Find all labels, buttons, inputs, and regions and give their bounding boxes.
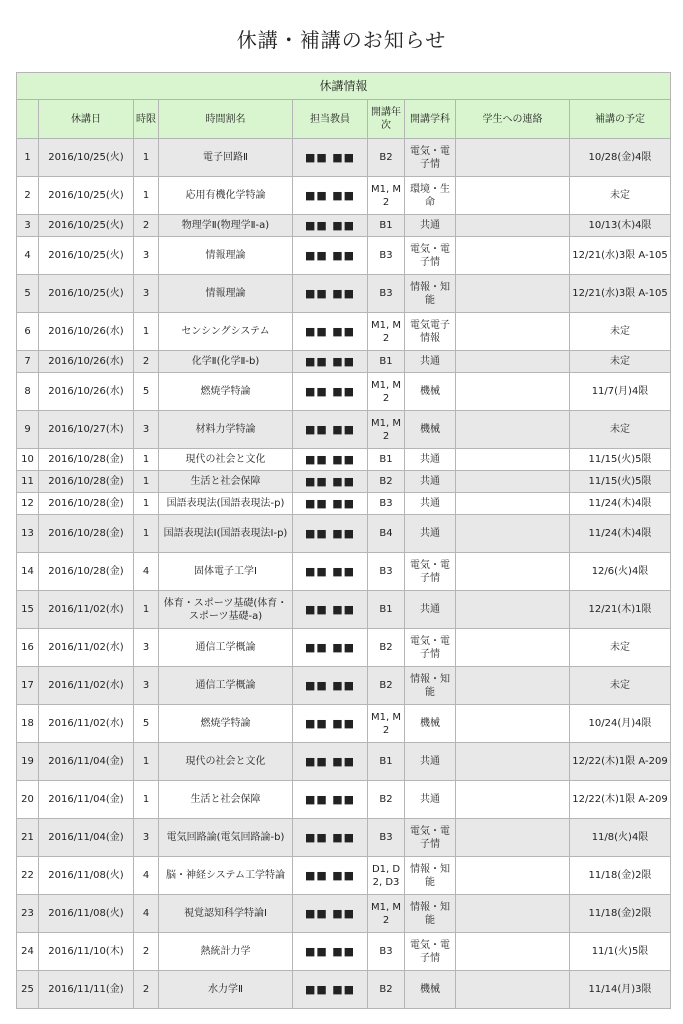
cell-makeup: 10/24(月)4限 (570, 705, 671, 743)
cell-teacher: ■■ ■■ (293, 933, 368, 971)
cell-teacher: ■■ ■■ (293, 971, 368, 1009)
cell-no: 9 (17, 411, 39, 449)
cell-no: 23 (17, 895, 39, 933)
table-row (17, 667, 671, 705)
cell-teacher: ■■ ■■ (293, 215, 368, 237)
cell-date: 2016/11/08(火) (39, 857, 134, 895)
cell-makeup: 12/22(木)1限 A-209 (570, 781, 671, 819)
cell-notice (456, 743, 570, 781)
table-row (17, 139, 671, 177)
cell-year: B2 (368, 971, 405, 1009)
cell-teacher: ■■ ■■ (293, 373, 368, 411)
cell-dept: 電気・電子情 (405, 553, 456, 591)
cell-year: B2 (368, 667, 405, 705)
cell-period: 3 (134, 411, 159, 449)
cell-period: 1 (134, 177, 159, 215)
cell-notice (456, 215, 570, 237)
cell-period: 1 (134, 781, 159, 819)
cell-dept: 情報・知能 (405, 275, 456, 313)
cell-date: 2016/10/28(金) (39, 515, 134, 553)
cell-period: 1 (134, 313, 159, 351)
cell-year: B1 (368, 591, 405, 629)
cell-date: 2016/11/04(金) (39, 743, 134, 781)
cell-date: 2016/11/10(木) (39, 933, 134, 971)
page-title: 休講・補講のお知らせ (236, 28, 447, 52)
cell-dept: 環境・生命 (405, 177, 456, 215)
cell-no: 25 (17, 971, 39, 1009)
cell-course: 情報理論 (159, 237, 293, 275)
table-row (17, 351, 671, 373)
cell-dept: 電気・電子情 (405, 237, 456, 275)
table-row (17, 743, 671, 781)
cell-no: 22 (17, 857, 39, 895)
cell-notice (456, 591, 570, 629)
header-notice: 学生への連絡 (456, 100, 570, 139)
cell-no: 16 (17, 629, 39, 667)
cell-period: 3 (134, 819, 159, 857)
cell-notice (456, 351, 570, 373)
cell-course: 燃焼学特論 (159, 705, 293, 743)
cell-year: B1 (368, 743, 405, 781)
header-course: 時間割名 (159, 100, 293, 139)
header-makeup: 補講の予定 (570, 100, 671, 139)
cell-notice (456, 781, 570, 819)
cell-dept: 共通 (405, 591, 456, 629)
cell-no: 2 (17, 177, 39, 215)
cell-date: 2016/10/27(木) (39, 411, 134, 449)
cell-date: 2016/10/25(火) (39, 275, 134, 313)
cell-teacher: ■■ ■■ (293, 139, 368, 177)
table-row (17, 373, 671, 411)
cell-teacher: ■■ ■■ (293, 515, 368, 553)
cell-makeup: 未定 (570, 351, 671, 373)
cell-dept: 機械 (405, 705, 456, 743)
cell-dept: 共通 (405, 781, 456, 819)
cell-makeup: 11/18(金)2限 (570, 857, 671, 895)
cell-course: 化学Ⅱ(化学Ⅱ-b) (159, 351, 293, 373)
table-row (17, 177, 671, 215)
cell-notice (456, 411, 570, 449)
cell-period: 1 (134, 493, 159, 515)
header-teacher: 担当教員 (293, 100, 368, 139)
cell-notice (456, 933, 570, 971)
table-row (17, 629, 671, 667)
cell-year: B4 (368, 515, 405, 553)
cell-teacher: ■■ ■■ (293, 591, 368, 629)
cell-makeup: 11/24(木)4限 (570, 515, 671, 553)
table-row (17, 275, 671, 313)
cell-makeup: 10/13(木)4限 (570, 215, 671, 237)
cell-date: 2016/11/04(金) (39, 781, 134, 819)
cell-notice (456, 629, 570, 667)
cell-notice (456, 471, 570, 493)
cell-teacher: ■■ ■■ (293, 667, 368, 705)
cell-no: 8 (17, 373, 39, 411)
table-row (17, 313, 671, 351)
cell-date: 2016/10/28(金) (39, 553, 134, 591)
cell-no: 3 (17, 215, 39, 237)
table-row (17, 895, 671, 933)
cell-date: 2016/10/26(水) (39, 373, 134, 411)
cell-teacher: ■■ ■■ (293, 237, 368, 275)
cell-makeup: 未定 (570, 177, 671, 215)
cell-no: 24 (17, 933, 39, 971)
cell-date: 2016/10/28(金) (39, 449, 134, 471)
cell-teacher: ■■ ■■ (293, 629, 368, 667)
cell-year: M1, M2 (368, 895, 405, 933)
cell-no: 1 (17, 139, 39, 177)
header-dept: 開講学科 (405, 100, 456, 139)
cell-no: 20 (17, 781, 39, 819)
cell-date: 2016/11/11(金) (39, 971, 134, 1009)
cell-teacher: ■■ ■■ (293, 471, 368, 493)
cell-course: 熱統計力学 (159, 933, 293, 971)
cell-dept: 共通 (405, 449, 456, 471)
cell-teacher: ■■ ■■ (293, 411, 368, 449)
cell-no: 13 (17, 515, 39, 553)
cell-year: D1, D2, D3 (368, 857, 405, 895)
cell-dept: 電気・電子情 (405, 933, 456, 971)
cell-period: 4 (134, 895, 159, 933)
cell-no: 12 (17, 493, 39, 515)
cell-date: 2016/10/25(火) (39, 177, 134, 215)
cell-course: 燃焼学特論 (159, 373, 293, 411)
cell-teacher: ■■ ■■ (293, 449, 368, 471)
cell-notice (456, 275, 570, 313)
table-row (17, 933, 671, 971)
cell-date: 2016/10/28(金) (39, 471, 134, 493)
cell-date: 2016/10/28(金) (39, 493, 134, 515)
cell-makeup: 12/21(水)3限 A-105 (570, 237, 671, 275)
cell-course: 応用有機化学特論 (159, 177, 293, 215)
cell-date: 2016/11/02(水) (39, 705, 134, 743)
cell-makeup: 11/24(木)4限 (570, 493, 671, 515)
cell-year: M1, M2 (368, 705, 405, 743)
cell-notice (456, 705, 570, 743)
cell-dept: 共通 (405, 743, 456, 781)
cell-course: 現代の社会と文化 (159, 743, 293, 781)
cell-course: 物理学Ⅱ(物理学Ⅱ-a) (159, 215, 293, 237)
cell-dept: 共通 (405, 493, 456, 515)
cell-period: 5 (134, 705, 159, 743)
cell-makeup: 11/15(火)5限 (570, 449, 671, 471)
cell-no: 11 (17, 471, 39, 493)
cell-course: 固体電子工学Ⅰ (159, 553, 293, 591)
cell-notice (456, 177, 570, 215)
cell-dept: 機械 (405, 411, 456, 449)
cell-date: 2016/10/26(水) (39, 313, 134, 351)
cell-makeup: 未定 (570, 667, 671, 705)
cell-course: 国語表現法(国語表現法-p) (159, 493, 293, 515)
cell-period: 4 (134, 553, 159, 591)
table-row (17, 591, 671, 629)
cell-year: B2 (368, 139, 405, 177)
cell-course: 通信工学概論 (159, 629, 293, 667)
cell-notice (456, 667, 570, 705)
cell-date: 2016/11/04(金) (39, 819, 134, 857)
cell-dept: 電気・電子情 (405, 629, 456, 667)
cell-dept: 共通 (405, 515, 456, 553)
cell-notice (456, 971, 570, 1009)
cell-period: 1 (134, 515, 159, 553)
cell-course: 情報理論 (159, 275, 293, 313)
cell-year: B2 (368, 471, 405, 493)
cell-period: 1 (134, 743, 159, 781)
cell-year: B1 (368, 449, 405, 471)
cell-makeup: 11/14(月)3限 (570, 971, 671, 1009)
cell-dept: 電気電子情報 (405, 313, 456, 351)
cell-dept: 共通 (405, 351, 456, 373)
table-row (17, 705, 671, 743)
cell-makeup: 11/7(月)4限 (570, 373, 671, 411)
header-period: 時限 (134, 100, 159, 139)
cell-notice (456, 449, 570, 471)
cell-period: 2 (134, 351, 159, 373)
cell-no: 15 (17, 591, 39, 629)
cell-course: 水力学Ⅱ (159, 971, 293, 1009)
cell-course: 体育・スポーツ基礎(体育・スポーツ基礎-a) (159, 591, 293, 629)
table-caption: 休講情報 (17, 73, 671, 100)
cell-notice (456, 313, 570, 351)
cell-year: B3 (368, 275, 405, 313)
cell-course: 生活と社会保障 (159, 781, 293, 819)
cell-course: 電子回路Ⅱ (159, 139, 293, 177)
cell-notice (456, 237, 570, 275)
cell-period: 3 (134, 667, 159, 705)
cell-teacher: ■■ ■■ (293, 705, 368, 743)
cell-date: 2016/10/25(火) (39, 139, 134, 177)
cell-year: B1 (368, 215, 405, 237)
cell-year: M1, M2 (368, 373, 405, 411)
cell-course: 生活と社会保障 (159, 471, 293, 493)
cell-notice (456, 857, 570, 895)
cell-makeup: 11/1(火)5限 (570, 933, 671, 971)
table-row (17, 493, 671, 515)
cell-teacher: ■■ ■■ (293, 819, 368, 857)
cell-no: 17 (17, 667, 39, 705)
cell-course: 電気回路論(電気回路論-b) (159, 819, 293, 857)
cell-dept: 情報・知能 (405, 667, 456, 705)
cell-period: 2 (134, 215, 159, 237)
cell-teacher: ■■ ■■ (293, 743, 368, 781)
table-row (17, 471, 671, 493)
cell-course: 国語表現法Ⅰ(国語表現法Ⅰ-p) (159, 515, 293, 553)
cell-no: 14 (17, 553, 39, 591)
cell-year: B3 (368, 819, 405, 857)
header-no (17, 100, 39, 139)
table-row (17, 411, 671, 449)
cell-makeup: 11/15(火)5限 (570, 471, 671, 493)
cell-no: 21 (17, 819, 39, 857)
cell-period: 3 (134, 237, 159, 275)
cell-teacher: ■■ ■■ (293, 857, 368, 895)
cell-date: 2016/10/26(水) (39, 351, 134, 373)
cell-dept: 機械 (405, 373, 456, 411)
cell-period: 1 (134, 139, 159, 177)
cell-notice (456, 515, 570, 553)
cell-no: 18 (17, 705, 39, 743)
header-year: 開講年次 (368, 100, 405, 139)
table-row (17, 553, 671, 591)
cell-no: 19 (17, 743, 39, 781)
cell-notice (456, 493, 570, 515)
cell-dept: 電気・電子情 (405, 139, 456, 177)
cell-course: センシングシステム (159, 313, 293, 351)
cell-period: 1 (134, 449, 159, 471)
cell-no: 6 (17, 313, 39, 351)
cell-makeup: 12/22(木)1限 A-209 (570, 743, 671, 781)
cell-makeup: 10/28(金)4限 (570, 139, 671, 177)
header-row (17, 100, 671, 139)
cell-period: 1 (134, 471, 159, 493)
cell-makeup: 11/8(火)4限 (570, 819, 671, 857)
cell-year: B3 (368, 493, 405, 515)
cell-notice (456, 553, 570, 591)
cell-date: 2016/11/08(火) (39, 895, 134, 933)
cell-makeup: 未定 (570, 411, 671, 449)
cell-period: 5 (134, 373, 159, 411)
cell-date: 2016/11/02(水) (39, 629, 134, 667)
cell-teacher: ■■ ■■ (293, 493, 368, 515)
cancellation-table (16, 72, 671, 1009)
cell-teacher: ■■ ■■ (293, 553, 368, 591)
cell-makeup: 12/6(火)4限 (570, 553, 671, 591)
cell-notice (456, 373, 570, 411)
cell-notice (456, 819, 570, 857)
cell-date: 2016/11/02(水) (39, 591, 134, 629)
cell-makeup: 11/18(金)2限 (570, 895, 671, 933)
cell-date: 2016/10/25(火) (39, 237, 134, 275)
cell-period: 1 (134, 591, 159, 629)
cell-dept: 情報・知能 (405, 857, 456, 895)
cell-notice (456, 895, 570, 933)
cell-no: 5 (17, 275, 39, 313)
cell-course: 現代の社会と文化 (159, 449, 293, 471)
cell-teacher: ■■ ■■ (293, 895, 368, 933)
cell-makeup: 12/21(木)1限 (570, 591, 671, 629)
table-row (17, 515, 671, 553)
cell-dept: 機械 (405, 971, 456, 1009)
cell-year: B2 (368, 781, 405, 819)
cell-teacher: ■■ ■■ (293, 351, 368, 373)
cell-year: M1, M2 (368, 411, 405, 449)
cell-year: B3 (368, 553, 405, 591)
table-row (17, 819, 671, 857)
cell-teacher: ■■ ■■ (293, 177, 368, 215)
cell-no: 4 (17, 237, 39, 275)
cell-period: 4 (134, 857, 159, 895)
cell-year: M1, M2 (368, 177, 405, 215)
table-row (17, 857, 671, 895)
cell-period: 2 (134, 933, 159, 971)
cell-teacher: ■■ ■■ (293, 313, 368, 351)
table-row (17, 215, 671, 237)
cell-notice (456, 139, 570, 177)
cell-makeup: 12/21(水)3限 A-105 (570, 275, 671, 313)
table-row (17, 971, 671, 1009)
table-row (17, 449, 671, 471)
cell-year: B2 (368, 629, 405, 667)
cell-dept: 電気・電子情 (405, 819, 456, 857)
cell-period: 2 (134, 971, 159, 1009)
cell-year: B3 (368, 933, 405, 971)
cell-makeup: 未定 (570, 629, 671, 667)
cell-year: B1 (368, 351, 405, 373)
table-row (17, 781, 671, 819)
header-date: 休講日 (39, 100, 134, 139)
cell-dept: 情報・知能 (405, 895, 456, 933)
cell-makeup: 未定 (570, 313, 671, 351)
cell-teacher: ■■ ■■ (293, 781, 368, 819)
cell-no: 10 (17, 449, 39, 471)
table-row (17, 237, 671, 275)
cell-course: 材料力学特論 (159, 411, 293, 449)
cell-dept: 共通 (405, 471, 456, 493)
cell-course: 視覚認知科学特論Ⅰ (159, 895, 293, 933)
cell-year: B3 (368, 237, 405, 275)
cell-course: 脳・神経システム工学特論 (159, 857, 293, 895)
cell-no: 7 (17, 351, 39, 373)
cell-date: 2016/10/25(火) (39, 215, 134, 237)
cell-date: 2016/11/02(水) (39, 667, 134, 705)
cell-course: 通信工学概論 (159, 667, 293, 705)
cell-period: 3 (134, 629, 159, 667)
cell-period: 3 (134, 275, 159, 313)
cell-dept: 共通 (405, 215, 456, 237)
cell-teacher: ■■ ■■ (293, 275, 368, 313)
cell-year: M1, M2 (368, 313, 405, 351)
